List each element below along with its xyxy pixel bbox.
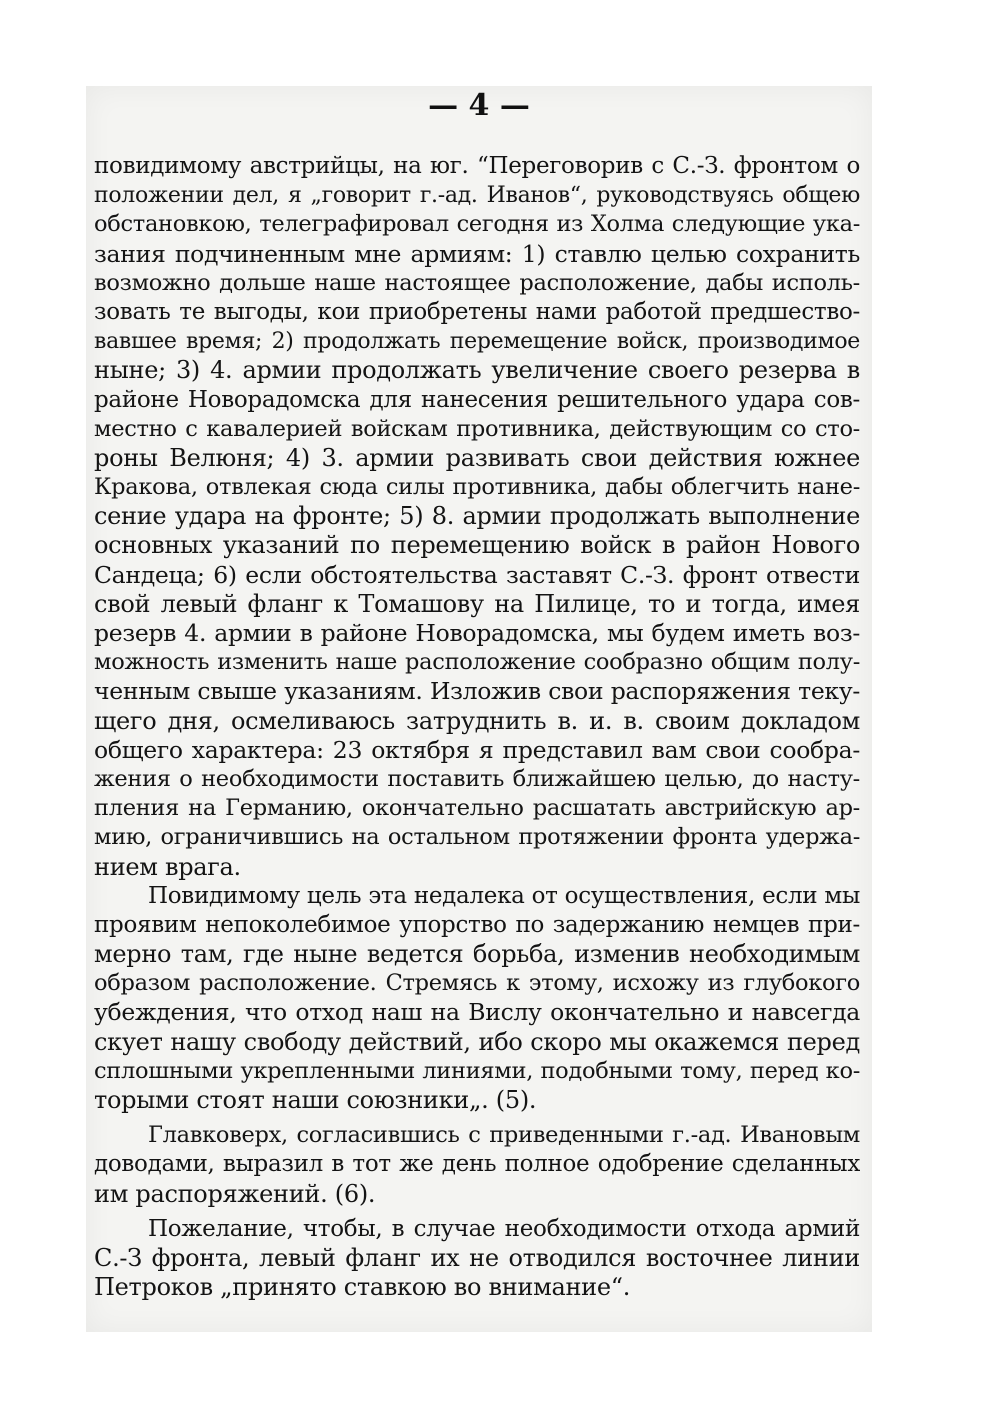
text-line: роны Велюня; 4) 3. армии развивать свои действия южнее bbox=[94, 443, 860, 472]
paragraph-3 bbox=[94, 1121, 860, 1209]
body-text bbox=[94, 152, 860, 1302]
text-line: им распоряжений. (6). bbox=[94, 1179, 376, 1208]
text-line: щего дня, осмеливаюсь затруднить в. и. в. своим докладом bbox=[94, 706, 860, 735]
text-line: С.-З фронта, левый фланг их не отводился восточнее линии bbox=[94, 1243, 860, 1272]
text-line: образом расположение. Стремясь к этому, исхожу из глубокого bbox=[94, 970, 860, 997]
paragraph-4 bbox=[94, 1215, 860, 1303]
text-line: основных указаний по перемещению войск в район Нового bbox=[94, 531, 860, 560]
page-number: — 4 — bbox=[428, 88, 530, 123]
text-line: положении дел, я „говорит г.-ад. Иванов“, руководствуясь общею bbox=[94, 183, 860, 209]
paragraph-2 bbox=[94, 882, 860, 1116]
text-line: доводами, выразил в тот же день полное одобрение сделанных bbox=[94, 1151, 860, 1178]
text-line: Главковерх, согласившись с приведенными г.-ад. Ивановым bbox=[148, 1122, 860, 1149]
text-line: ченным свыше указаниям. Изложив свои распоряжения теку- bbox=[94, 677, 860, 706]
paragraph-1 bbox=[94, 152, 860, 882]
text-line: обстановкою, телеграфировал сегодня из Холма следующие ука- bbox=[94, 211, 860, 238]
text-line: общего характера: 23 октября я представил вам свои сообра- bbox=[94, 735, 860, 764]
text-line: районе Новорадомска для нанесения решительного удара сов- bbox=[94, 386, 860, 413]
text-line: Повидимому цель эта недалека от осуществления, если мы bbox=[148, 882, 860, 909]
text-line: скует нашу свободу действий, ибо скоро мы окажемся перед bbox=[94, 1027, 860, 1056]
text-line: нием врага. bbox=[94, 852, 241, 881]
text-line: мию, ограничившись на остальном протяжении фронта удержа- bbox=[94, 824, 860, 851]
text-line: повидимому австрийцы, на юг. “Переговорив с С.-З. фронтом о bbox=[94, 153, 860, 179]
text-line: Сандеца; 6) если обстоятельства заставят С.-З. фронт отвести bbox=[94, 560, 860, 589]
text-line: вавшее время; 2) продолжать перемещение войск, производимое bbox=[94, 329, 860, 355]
text-line: ныне; 3) 4. армии продолжать увеличение своего резерва в bbox=[94, 356, 860, 385]
text-line: возможно дольше наше настоящее расположение, дабы исполь- bbox=[94, 269, 860, 296]
text-line: мерно там, где ныне ведется борьба, изменив необходимым bbox=[94, 940, 860, 969]
text-line: Пожелание, чтобы, в случае необходимости отхода армий bbox=[148, 1215, 860, 1242]
text-line: сплошными укрепленными линиями, подобными тому, перед ко- bbox=[94, 1057, 860, 1084]
text-line: зовать те выгоды, кои приобретены нами работой предшество- bbox=[94, 298, 860, 325]
text-line: жения о необходимости поставить ближайшею целью, до насту- bbox=[94, 765, 860, 792]
text-line: можность изменить наше расположение сообразно общим полу- bbox=[94, 649, 860, 676]
text-line: торыми стоят наши союзники„. (5). bbox=[94, 1086, 537, 1114]
text-line: проявим непоколебимое упорство по задержанию немцев при- bbox=[94, 911, 860, 938]
text-line: сение удара на фронте; 5) 8. армии продолжать выполнение bbox=[94, 502, 860, 531]
text-line: убеждения, что отход наш на Вислу окончательно и навсегда bbox=[94, 998, 860, 1027]
text-line: зания подчиненным мне армиям: 1) ставлю целью сохранить bbox=[94, 239, 860, 268]
text-line: Кракова, отвлекая сюда силы противника, дабы облегчить нане- bbox=[94, 474, 860, 501]
text-line: свой левый фланг к Томашову на Пилице, то и тогда, имея bbox=[94, 589, 860, 618]
text-line: пления на Германию, окончательно расшатать австрийскую ар- bbox=[94, 795, 860, 822]
text-line: резерв 4. армии в районе Новорадомска, мы будем иметь воз- bbox=[94, 619, 860, 647]
text-line: местно с кавалерией войскам противника, действующим со сто- bbox=[94, 415, 860, 442]
text-line: Петроков „принято ставкою во внимание“. bbox=[94, 1273, 631, 1302]
